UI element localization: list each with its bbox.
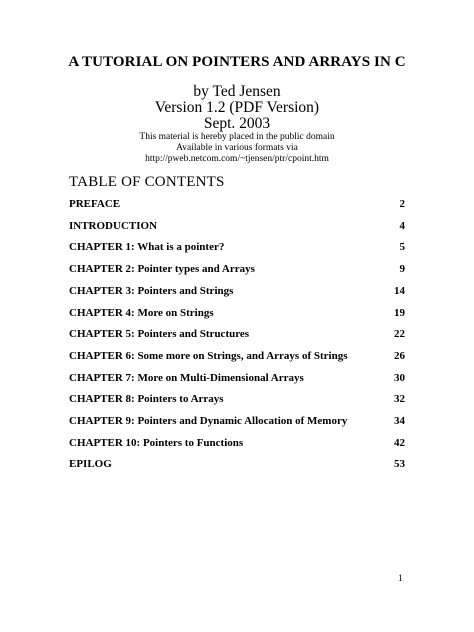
toc-entry-label: CHAPTER 7: More on Multi-Dimensional Arrays bbox=[69, 371, 304, 384]
toc-entry-label: CHAPTER 10: Pointers to Functions bbox=[69, 436, 244, 449]
toc-entry-label: CHAPTER 4: More on Strings bbox=[69, 306, 214, 319]
toc-entry[interactable] bbox=[69, 307, 405, 319]
public-domain-notice: This material is hereby placed in the public domain bbox=[139, 132, 335, 142]
toc-entry[interactable] bbox=[69, 372, 405, 384]
toc-entry-label: CHAPTER 5: Pointers and Structures bbox=[69, 328, 250, 341]
toc-entry-label: INTRODUCTION bbox=[69, 219, 158, 232]
toc-entry-label: CHAPTER 6: Some more on Strings, and Arrays of Strings bbox=[69, 349, 348, 362]
toc-entry[interactable] bbox=[69, 437, 405, 449]
version-line: Version 1.2 (PDF Version) bbox=[154, 99, 320, 116]
toc-entry[interactable] bbox=[69, 220, 405, 232]
toc-entry-page: 42 bbox=[394, 436, 405, 449]
document-title: A TUTORIAL ON POINTERS AND ARRAYS IN C bbox=[68, 54, 406, 70]
toc-entry-page: 22 bbox=[394, 328, 405, 341]
toc-entry-label: CHAPTER 3: Pointers and Strings bbox=[69, 284, 234, 297]
toc-entry-label: CHAPTER 2: Pointer types and Arrays bbox=[69, 263, 255, 276]
toc-heading: TABLE OF CONTENTS bbox=[69, 174, 225, 190]
toc-entry-page: 30 bbox=[394, 371, 405, 384]
toc-entry-page: 26 bbox=[394, 349, 405, 362]
toc-entry-page: 32 bbox=[394, 393, 405, 406]
toc-entry-page: 53 bbox=[394, 458, 405, 471]
toc-entry[interactable] bbox=[69, 393, 405, 405]
toc-entry[interactable] bbox=[69, 328, 405, 340]
toc-entry-page: 5 bbox=[399, 241, 405, 254]
toc-entry-page: 2 bbox=[399, 198, 405, 210]
toc-entry[interactable] bbox=[69, 241, 405, 253]
toc-entry-label: PREFACE bbox=[69, 198, 121, 210]
toc-entry[interactable] bbox=[69, 285, 405, 297]
toc-entry-page: 34 bbox=[394, 415, 405, 427]
toc-entry-label: CHAPTER 8: Pointers to Arrays bbox=[69, 393, 224, 406]
toc-entry-page: 14 bbox=[394, 284, 405, 297]
toc-entry-label: EPILOG bbox=[69, 458, 112, 471]
availability-notice: Available in various formats via bbox=[176, 143, 298, 153]
author-line: by Ted Jensen bbox=[193, 83, 281, 100]
toc-entry[interactable] bbox=[69, 458, 405, 470]
page-number: 1 bbox=[398, 574, 403, 584]
toc-entry[interactable] bbox=[69, 198, 405, 210]
toc-entry-label: CHAPTER 1: What is a pointer? bbox=[69, 241, 225, 254]
date-line: Sept. 2003 bbox=[203, 115, 271, 132]
toc-entry[interactable] bbox=[69, 415, 405, 427]
toc-entry-page: 19 bbox=[394, 306, 405, 319]
toc-entry-page: 9 bbox=[399, 263, 405, 276]
toc-entry[interactable] bbox=[69, 263, 405, 275]
toc-entry-page: 4 bbox=[399, 219, 405, 232]
source-url[interactable]: http://pweb.netcom.com/~tjensen/ptr/cpoint.htm bbox=[145, 154, 329, 164]
toc-entry-label: CHAPTER 9: Pointers and Dynamic Allocation of Memory bbox=[69, 415, 348, 427]
toc-entry[interactable] bbox=[69, 350, 405, 362]
